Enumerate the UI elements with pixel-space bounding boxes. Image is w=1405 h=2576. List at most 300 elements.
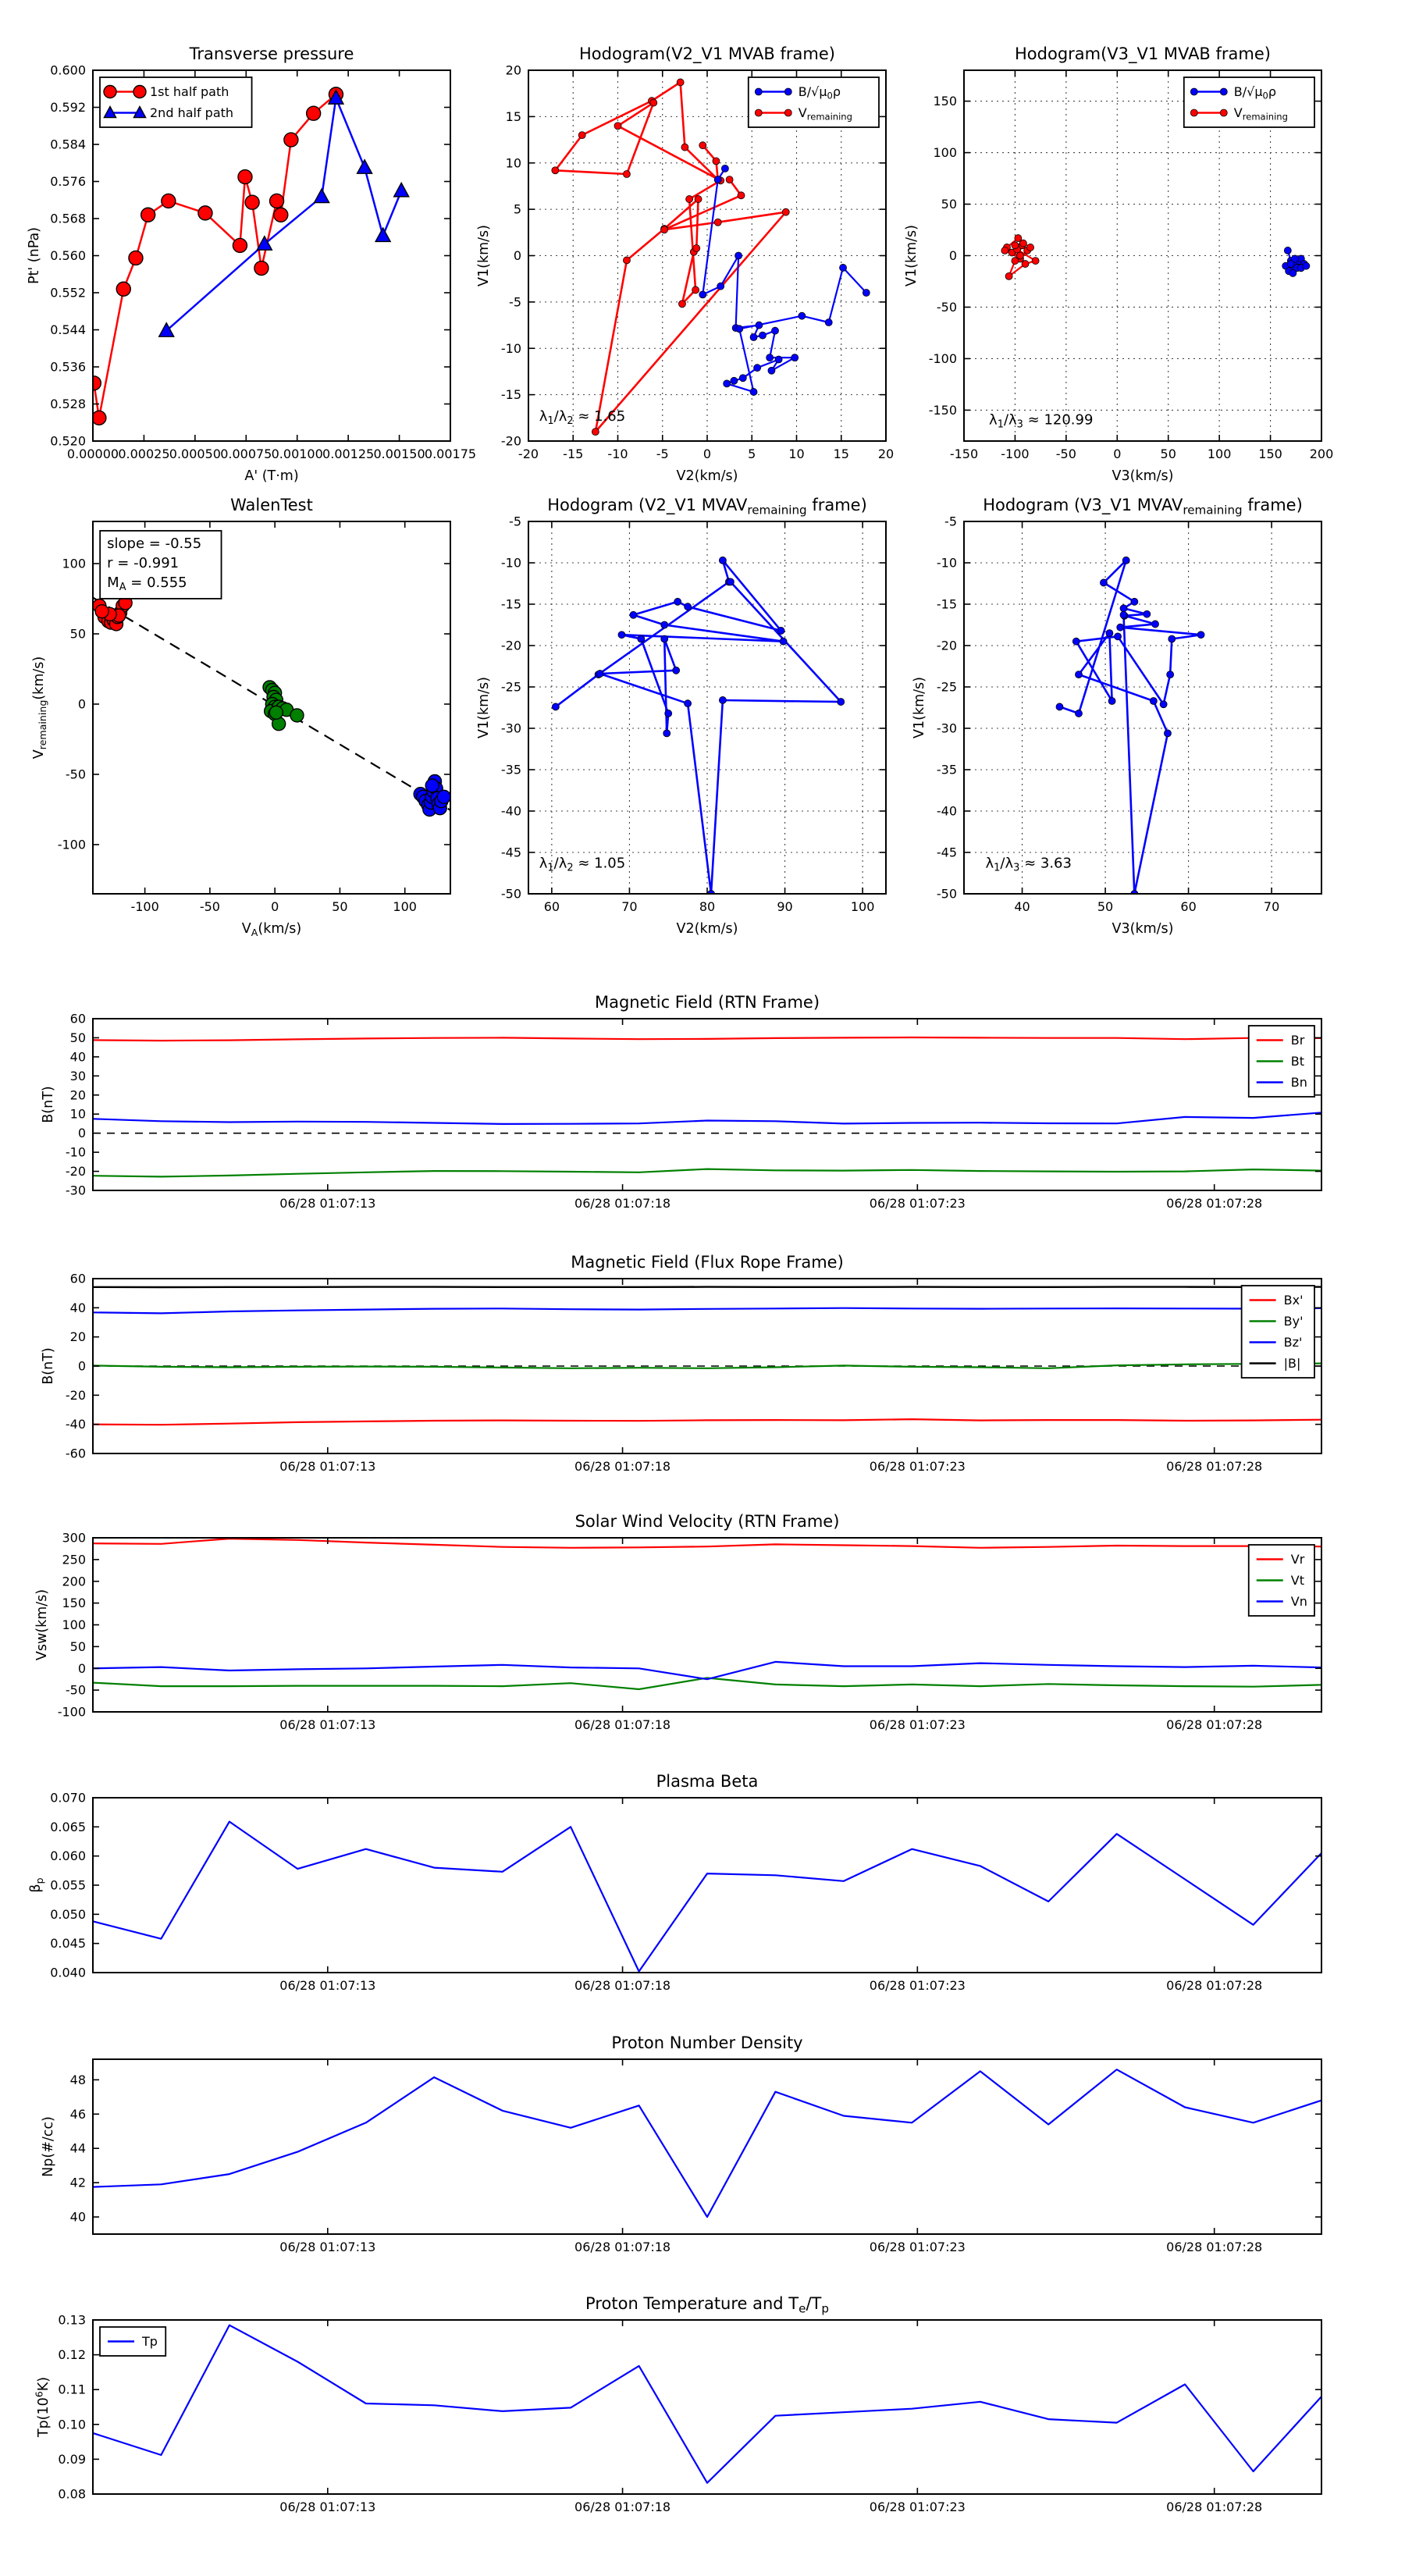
annotation: $\lambda_1/\lambda_3 \approx 3.63$ [985,855,1072,874]
x-tick-label: -100 [130,899,159,914]
y-tick-label: 0 [77,696,86,712]
data-point-marker [674,598,681,605]
chart-plasma-beta [28,1772,1321,1993]
data-point-marker [1150,698,1157,705]
y-axis [58,2313,1321,2502]
y-tick-label: 0 [948,248,957,263]
data-point-marker [1027,244,1034,251]
x-axis [279,1798,1262,1993]
chart-title: WalenTest [230,496,313,514]
x-tick-label: 06/28 01:07:28 [1166,2240,1263,2254]
series-v-remaining-markers [1001,235,1039,280]
data-point-marker [719,696,726,703]
data-point-marker [307,106,321,120]
x-tick-label: 90 [777,899,793,914]
data-point-marker [1005,272,1012,279]
annotation: $\lambda_1/\lambda_2 \approx 1.05$ [539,855,626,874]
y-axis [937,514,1321,902]
y-tick-label: 0.520 [50,433,86,449]
x-axis-label: V3(km/s) [1112,468,1174,484]
x-tick-label: 06/28 01:07:23 [869,1978,966,1993]
y-tick-label: 250 [62,1552,86,1567]
plot-series [1056,557,1204,897]
data-point-marker [1120,611,1127,618]
x-tick-label: 50 [332,899,348,914]
y-tick-label: 0.568 [50,211,86,226]
data-point-marker [162,194,176,208]
legend-item-label: |B| [1283,1356,1301,1371]
y-tick-label: 0.10 [58,2417,86,2432]
data-point-marker [552,703,559,710]
x-tick-label: 06/28 01:07:18 [574,1978,671,1993]
y-tick-label: -5 [944,514,957,529]
data-point-marker [699,142,706,149]
legend-item-label: $V_{remaining}$ [1233,105,1288,123]
data-point-marker [777,627,784,634]
data-point-marker [755,88,762,95]
series-1st-half-path-markers [87,87,343,425]
y-tick-label: 0.528 [50,397,86,411]
data-point-marker [673,667,680,674]
data-point-marker [1289,269,1297,276]
plot-series [552,557,844,897]
x-tick-label: 06/28 01:07:13 [279,1717,376,1732]
data-point-marker [394,183,409,197]
data-point-marker [739,375,746,382]
y-tick-label: -100 [928,350,957,366]
x-tick-label: 06/28 01:07:28 [1166,1717,1263,1732]
data-point-marker [661,635,668,642]
y-tick-label: 42 [69,2175,86,2190]
legend-item-label: Bn [1290,1075,1307,1090]
data-point-marker [1032,258,1039,265]
data-point-marker [695,196,702,203]
chart-title: Hodogram (V3_V1 $MVAV_{remaining}$ frame) [983,496,1303,518]
y-tick-label: -30 [65,1183,86,1198]
y-tick-label: 0 [77,1126,86,1141]
plot-series [93,2325,1321,2483]
y-tick-label: 50 [69,626,86,642]
y-tick-label: 100 [933,145,957,161]
data-point-marker [116,282,130,296]
series-v-hodogram-markers [1056,557,1204,897]
y-tick-label: -100 [57,837,86,852]
chart-title: Transverse pressure [189,44,354,63]
y-tick-label: -50 [65,767,86,782]
chart-solar-wind-velocity [34,1512,1321,1732]
x-tick-label: 06/28 01:07:28 [1166,1459,1263,1474]
chart-hodogram-v2v1-mvab [476,44,894,484]
data-point-marker [238,170,252,184]
y-tick-label: 60 [69,1271,86,1286]
y-tick-label: 0.576 [50,174,86,189]
x-tick-label: 06/28 01:07:28 [1166,2500,1263,2514]
x-tick-label: 70 [621,899,638,914]
data-point-marker [1019,240,1026,247]
y-tick-label: 0 [77,1660,86,1676]
x-tick-label: -50 [1055,447,1076,461]
data-point-marker [1144,610,1151,617]
series-vr [93,1539,1321,1548]
plot-series [93,1539,1321,1689]
data-point-marker [290,709,304,722]
y-tick-label: 0.065 [50,1819,86,1834]
y-tick-label: 0.040 [50,1965,86,1980]
data-point-marker [799,312,806,319]
x-tick-label: -150 [949,447,979,461]
data-point-marker [638,635,645,642]
y-axis-label: $\beta_p$ [28,1877,45,1893]
data-point-marker [1022,261,1029,268]
y-axis-label: B(nT) [41,1347,56,1385]
legend-item-label: By' [1283,1314,1304,1329]
x-axis [279,1538,1262,1732]
y-tick-label: -20 [500,433,521,449]
data-point-marker [133,86,146,98]
data-point-marker [104,86,116,98]
data-point-marker [685,603,692,610]
x-tick-label: 150 [1258,447,1282,461]
data-point-marker [714,219,721,226]
data-point-marker [254,262,269,276]
y-tick-label: -50 [936,299,957,315]
data-point-marker [759,332,766,339]
y-tick-label: 60 [69,1011,86,1026]
data-point-marker [714,176,721,183]
legend-item-label: Vn [1290,1594,1307,1609]
legend [100,2327,165,2356]
y-tick-label: -10 [500,555,521,571]
chart-title: Proton Number Density [611,2033,803,2052]
x-tick-label: 70 [1263,899,1280,914]
data-point-marker [1131,598,1138,605]
data-point-marker [756,322,763,329]
annotation-line: $M_A = 0.555$ [107,574,187,593]
y-tick-label: -50 [936,886,957,902]
y-tick-label: 0.544 [50,322,86,337]
y-tick-label: 150 [933,94,957,109]
x-tick-label: 20 [877,447,895,461]
legend [1249,1545,1314,1616]
data-point-marker [686,196,693,203]
data-point-marker [1284,247,1291,254]
legend-item-label: Bz' [1283,1335,1303,1350]
y-tick-label: 10 [505,155,521,171]
plot-series [1001,235,1310,280]
data-point-marker [650,99,657,106]
series-middle-interval-markers [263,681,304,731]
data-point-marker [618,632,625,639]
y-axis-label: Np(#/cc) [41,2116,56,2177]
x-tick-label: 0 [271,899,279,914]
data-point-marker [784,109,791,116]
x-tick-label: 0.00025 [118,447,170,461]
x-tick-label: -5 [656,447,669,461]
chart-hodogram-v3v1-mvav [912,496,1321,937]
data-point-marker [95,605,108,618]
data-point-marker [630,611,637,618]
y-axis-label: V1(km/s) [912,677,927,738]
data-point-marker [578,132,585,139]
y-axis-label: Pt' (nPa) [27,226,42,285]
series-last-interval-markers [414,775,450,817]
data-point-marker [727,578,734,585]
x-axis [279,1019,1262,1211]
data-point-marker [1106,630,1113,637]
data-point-marker [1190,88,1197,95]
legend-item-label: $V_{remaining}$ [798,105,852,123]
legend-item-label: Br [1290,1033,1305,1048]
x-axis [950,70,1333,461]
y-tick-label: 200 [62,1574,86,1589]
y-tick-label: -25 [936,679,957,695]
data-point-marker [681,144,688,151]
x-axis [279,2320,1262,2514]
x-tick-label: 0 [702,447,712,461]
chart-proton-temperature [33,2294,1321,2514]
y-tick-label: 0.12 [58,2347,86,2363]
y-tick-label: -40 [936,803,957,819]
data-point-marker [782,208,789,215]
x-tick-label: 06/28 01:07:18 [574,2240,671,2254]
data-point-marker [1075,671,1082,678]
series-v-hodogram [556,560,841,894]
axes-frame [964,521,1321,894]
data-point-marker [661,621,668,628]
x-tick-label: 15 [833,447,849,461]
data-point-marker [375,228,390,242]
y-tick-label: 40 [69,2209,86,2225]
data-point-marker [772,327,779,334]
x-tick-label: -50 [199,899,220,914]
chart-title: Hodogram(V3_V1 MVAB frame) [1015,44,1271,63]
data-point-marker [1056,703,1063,710]
y-tick-label: 0.552 [50,285,86,301]
legend-item-label: $B/√\mu_0\rho$ [798,84,841,101]
y-tick-label: -60 [65,1446,86,1461]
data-point-marker [661,226,668,233]
x-tick-label: -100 [1001,447,1030,461]
data-point-marker [1151,621,1158,628]
y-tick-label: 0 [77,1358,86,1374]
data-point-marker [768,367,775,374]
x-tick-label: 100 [1207,447,1232,461]
data-point-marker [726,176,733,183]
x-tick-label: 06/28 01:07:18 [574,2500,671,2514]
data-point-marker [198,206,212,220]
plot-series [93,1822,1321,1972]
series-beta-p [93,1822,1321,1972]
y-tick-label: -15 [500,387,521,403]
data-point-marker [1120,605,1127,612]
data-point-marker [1164,730,1171,737]
y-axis-label: B(nT) [41,1086,56,1123]
data-point-marker [623,171,630,178]
y-tick-label: 40 [69,1049,86,1065]
y-axis-label: $V_{remaining}(km/s)$ [31,656,48,760]
y-tick-label: 0.11 [58,2382,86,2397]
x-tick-label: 50 [1160,447,1176,461]
data-point-marker [750,334,757,341]
x-tick-label: 06/28 01:07:13 [279,1196,376,1211]
data-point-marker [552,167,559,174]
data-point-marker [754,365,761,372]
data-point-marker [1291,255,1298,262]
data-point-marker [719,557,726,564]
series-bx- [93,1419,1321,1425]
chart-title: Proton Temperature and $T_e/T_p$ [585,2294,829,2316]
y-tick-label: -20 [65,1387,86,1403]
data-point-marker [1167,671,1174,678]
y-tick-label: -25 [500,679,521,695]
series-v-hodogram-markers [552,557,844,897]
data-point-marker [592,429,599,436]
x-tick-label: 06/28 01:07:13 [279,1459,376,1474]
x-axis-label: A' (T·m) [244,468,299,484]
plot-series [87,87,408,425]
x-tick-label: 5 [748,447,756,461]
data-point-marker [663,730,670,737]
data-point-marker [699,291,706,298]
data-point-marker [738,192,745,199]
data-point-marker [437,790,450,803]
y-axis-label: V1(km/s) [476,225,492,286]
data-point-marker [767,354,774,361]
legend [1242,1286,1314,1378]
x-tick-label: -20 [518,447,539,461]
x-tick-label: 06/28 01:07:28 [1166,1978,1263,1993]
data-point-marker [1220,88,1227,95]
data-point-marker [269,706,283,719]
series-vn [93,1662,1321,1679]
y-tick-label: -5 [509,294,521,310]
data-point-marker [315,189,329,203]
data-point-marker [724,380,731,387]
data-point-marker [775,356,782,363]
y-axis [50,1791,1321,1980]
y-axis [57,554,450,852]
series-br [93,1037,1321,1041]
data-point-marker [731,377,738,384]
y-tick-label: -35 [500,762,521,777]
y-tick-label: 0.050 [50,1906,86,1922]
x-tick-label: 0.00175 [424,447,477,461]
y-axis-label: $Tp(10^6K)$ [33,2376,52,2438]
y-tick-label: 0.560 [50,248,86,263]
y-tick-label: 0.055 [50,1877,86,1893]
y-tick-label: -10 [500,340,521,356]
plot-series [552,79,870,436]
series-bt [93,1169,1321,1177]
y-tick-label: 0.070 [50,1790,86,1806]
y-tick-label: 40 [69,1300,86,1315]
data-point-marker [274,208,288,222]
y-tick-label: 0 [513,248,521,263]
y-tick-label: 5 [513,201,521,217]
y-tick-label: -30 [936,720,957,736]
y-axis-label: Vsw(km/s) [34,1589,50,1661]
legend [100,77,252,127]
x-tick-label: 06/28 01:07:23 [869,2500,966,2514]
chart-title: Hodogram(V2_V1 MVAB frame) [579,44,835,63]
x-axis-label: V2(km/s) [676,921,738,937]
series-b-over-sqrt-mu0-rho-markers [1282,247,1310,276]
x-tick-label: -15 [563,447,584,461]
x-tick-label: 06/28 01:07:18 [574,1459,671,1474]
x-tick-label: 100 [850,899,875,914]
annotation-line: r = -0.991 [107,554,180,571]
y-tick-label: -15 [500,596,521,612]
x-tick-label: 0.00125 [322,447,375,461]
data-point-marker [1108,698,1115,705]
data-point-marker [1115,633,1122,640]
x-tick-label: 06/28 01:07:13 [279,2500,376,2514]
legend [1184,77,1314,127]
y-tick-label: -50 [65,1682,86,1698]
data-point-marker [141,208,155,222]
data-point-marker [284,133,298,147]
data-point-marker [736,326,743,333]
data-point-marker [1190,109,1197,116]
x-tick-label: 60 [543,899,560,914]
y-tick-label: 50 [69,1030,86,1045]
y-tick-label: 20 [505,62,521,78]
data-point-marker [245,195,259,209]
y-tick-label: -15 [936,596,957,612]
axes-frame [93,2320,1321,2494]
x-tick-label: 60 [1180,899,1197,914]
y-axis [70,2073,1321,2225]
legend-item-label: Tp [142,2334,158,2349]
y-tick-label: -45 [500,845,521,860]
x-tick-label: 06/28 01:07:23 [869,1717,966,1732]
y-tick-label: -10 [65,1144,86,1160]
data-point-marker [1168,635,1176,642]
x-tick-label: 200 [1309,447,1334,461]
x-tick-label: 0.00000 [66,447,119,461]
data-point-marker [840,264,847,271]
data-point-marker [825,319,832,326]
data-point-marker [863,290,870,297]
series-bn [93,1112,1321,1124]
data-point-marker [1160,701,1167,708]
x-tick-label: 0.00100 [271,447,323,461]
x-tick-label: 50 [1097,899,1114,914]
data-point-marker [1197,632,1204,639]
legend-item-label: 1st half path [150,84,229,99]
y-tick-label: 44 [69,2140,86,2156]
chart-magnetic-field-flux-rope [41,1253,1321,1474]
y-tick-label: 30 [69,1068,86,1083]
x-axis [279,2059,1262,2254]
plot-series [93,1037,1321,1176]
x-tick-label: 06/28 01:07:18 [574,1717,671,1732]
x-tick-label: 06/28 01:07:18 [574,1196,671,1211]
x-axis-label: V2(km/s) [676,468,738,484]
legend [1249,1026,1314,1097]
data-point-marker [1016,252,1023,259]
legend [749,77,879,127]
y-tick-label: 0.08 [58,2486,86,2502]
x-tick-label: 0.00050 [169,447,221,461]
data-point-marker [791,354,799,361]
data-point-marker [665,710,672,717]
y-tick-label: 0.584 [50,137,86,152]
x-tick-label: 06/28 01:07:23 [869,1459,966,1474]
data-point-marker [87,376,101,390]
y-tick-label: 15 [505,109,521,124]
series-v-hodogram [1060,560,1201,894]
